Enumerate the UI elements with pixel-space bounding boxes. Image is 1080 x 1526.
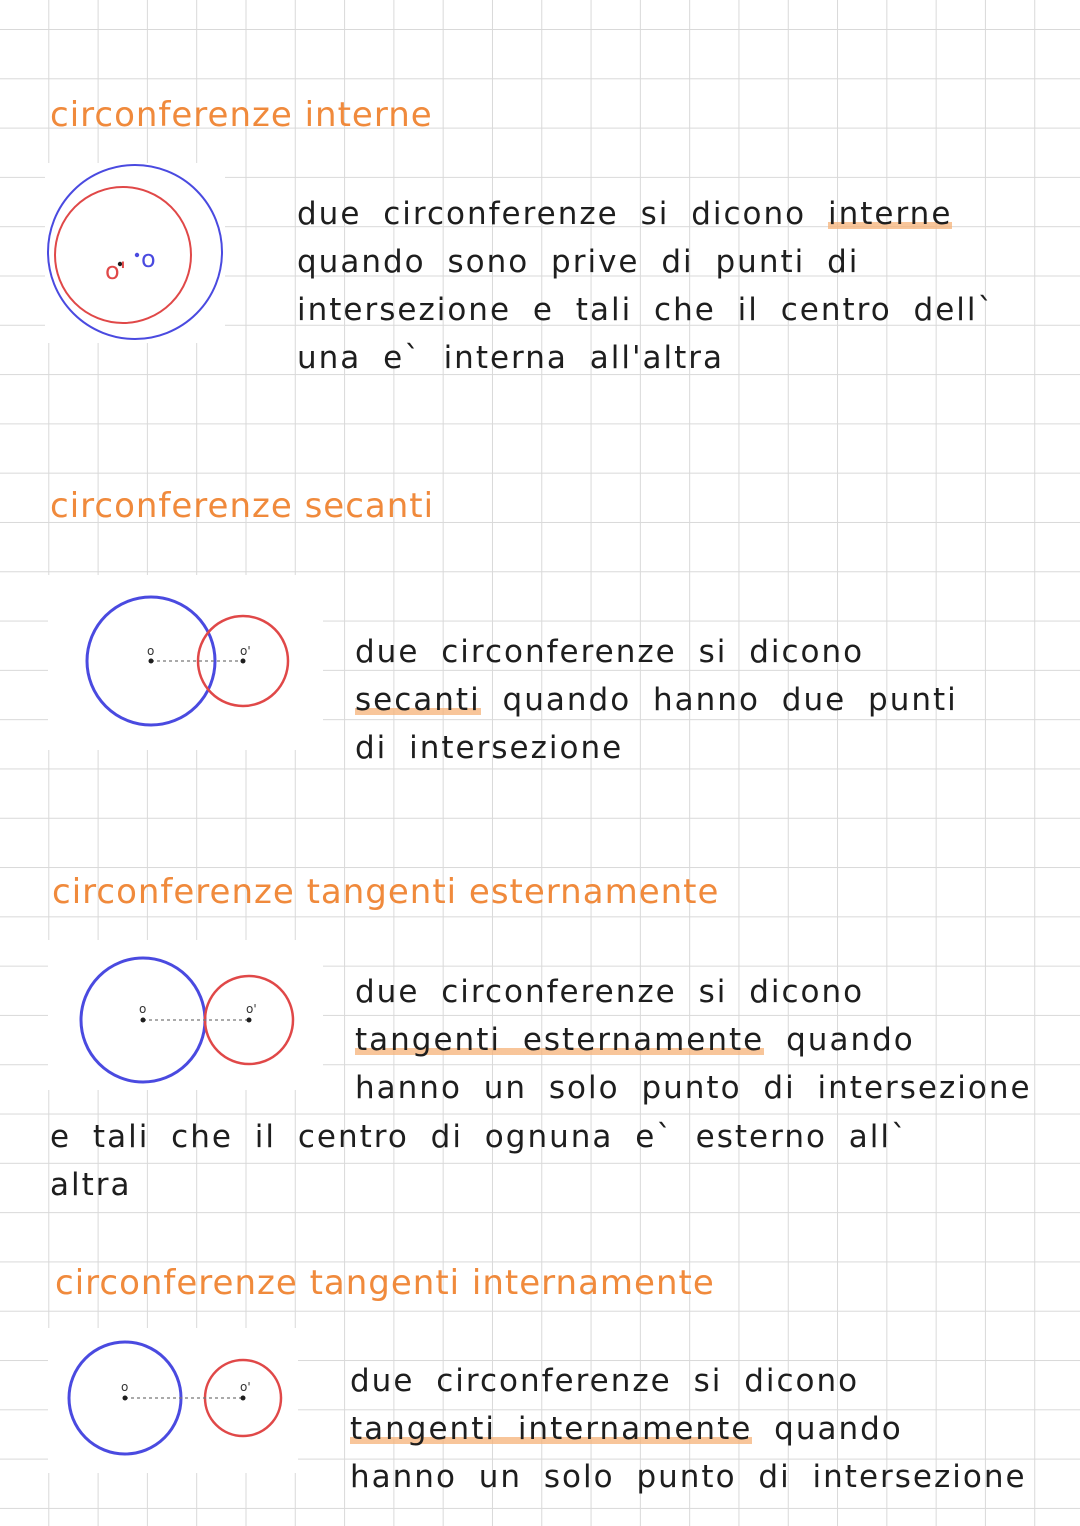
label-o: o bbox=[147, 644, 155, 658]
highlight-term: tangenti esternamente bbox=[355, 1022, 765, 1058]
secant-circles-diagram bbox=[48, 575, 323, 750]
text-line: due circonferenze si dicono bbox=[355, 634, 865, 670]
text-line: una e` interna all'altra bbox=[297, 340, 725, 376]
section-title-tangenti-esternamente: circonferenze tangenti esternamente bbox=[52, 872, 720, 912]
definition-tangenti-esternamente-continued bbox=[50, 1113, 909, 1209]
highlight-term: tangenti internamente bbox=[350, 1411, 753, 1447]
internal-tangent-diagram bbox=[48, 1328, 298, 1473]
definition-secanti bbox=[355, 628, 958, 772]
text-line: secanti quando hanno due punti bbox=[355, 682, 958, 718]
center-point-o bbox=[135, 253, 139, 257]
center-point-o bbox=[149, 659, 154, 664]
highlight-term: interne bbox=[827, 196, 953, 232]
section-title-secanti: circonferenze secanti bbox=[50, 486, 435, 526]
center-point-o-prime bbox=[247, 1018, 252, 1023]
definition-interne bbox=[297, 190, 995, 382]
label-o: o bbox=[141, 245, 156, 273]
label-o: o bbox=[121, 1380, 129, 1394]
internal-circles-diagram bbox=[45, 163, 225, 343]
section-title-tangenti-internamente: circonferenze tangenti internamente bbox=[55, 1263, 715, 1303]
text-line: di intersezione bbox=[355, 730, 624, 766]
text-line: altra bbox=[50, 1167, 132, 1203]
label-o-prime: o' bbox=[240, 644, 251, 658]
external-tangent-diagram bbox=[48, 940, 323, 1090]
center-point-o-prime bbox=[241, 659, 246, 664]
text-line: hanno un solo punto di intersezione bbox=[355, 1070, 1032, 1106]
text-line: due circonferenze si dicono interne bbox=[297, 196, 953, 232]
center-point-o bbox=[123, 1396, 128, 1401]
figure-internal-tangent-circles bbox=[48, 1328, 298, 1473]
text-line: intersezione e tali che il centro dell` bbox=[297, 292, 996, 328]
figure-secant-circles bbox=[48, 575, 323, 750]
text-line: hanno un solo punto di intersezione bbox=[350, 1459, 1027, 1495]
center-point-o bbox=[141, 1018, 146, 1023]
label-o-prime: o' bbox=[246, 1002, 257, 1016]
text-line: e tali che il centro di ognuna e` esterno all` bbox=[50, 1119, 909, 1155]
figure-internal-circles bbox=[45, 163, 225, 343]
definition-tangenti-internamente bbox=[350, 1357, 1027, 1501]
inner-circle-red bbox=[55, 187, 191, 323]
text-line: due circonferenze si dicono bbox=[355, 974, 865, 1010]
text-line: tangenti esternamente quando bbox=[355, 1022, 915, 1058]
label-o-prime: o' bbox=[240, 1380, 251, 1394]
text-line: tangenti internamente quando bbox=[350, 1411, 903, 1447]
text-line: due circonferenze si dicono bbox=[350, 1363, 860, 1399]
section-title-interne: circonferenze interne bbox=[50, 95, 433, 135]
label-o-prime: o' bbox=[105, 257, 127, 285]
figure-external-tangent-circles bbox=[48, 940, 323, 1090]
label-o: o bbox=[139, 1002, 147, 1016]
definition-tangenti-esternamente bbox=[355, 968, 1032, 1112]
text-line: quando sono prive di punti di bbox=[297, 244, 860, 280]
highlight-term: secanti bbox=[355, 682, 481, 718]
center-point-o-prime bbox=[241, 1396, 246, 1401]
outer-circle-blue bbox=[48, 165, 222, 339]
